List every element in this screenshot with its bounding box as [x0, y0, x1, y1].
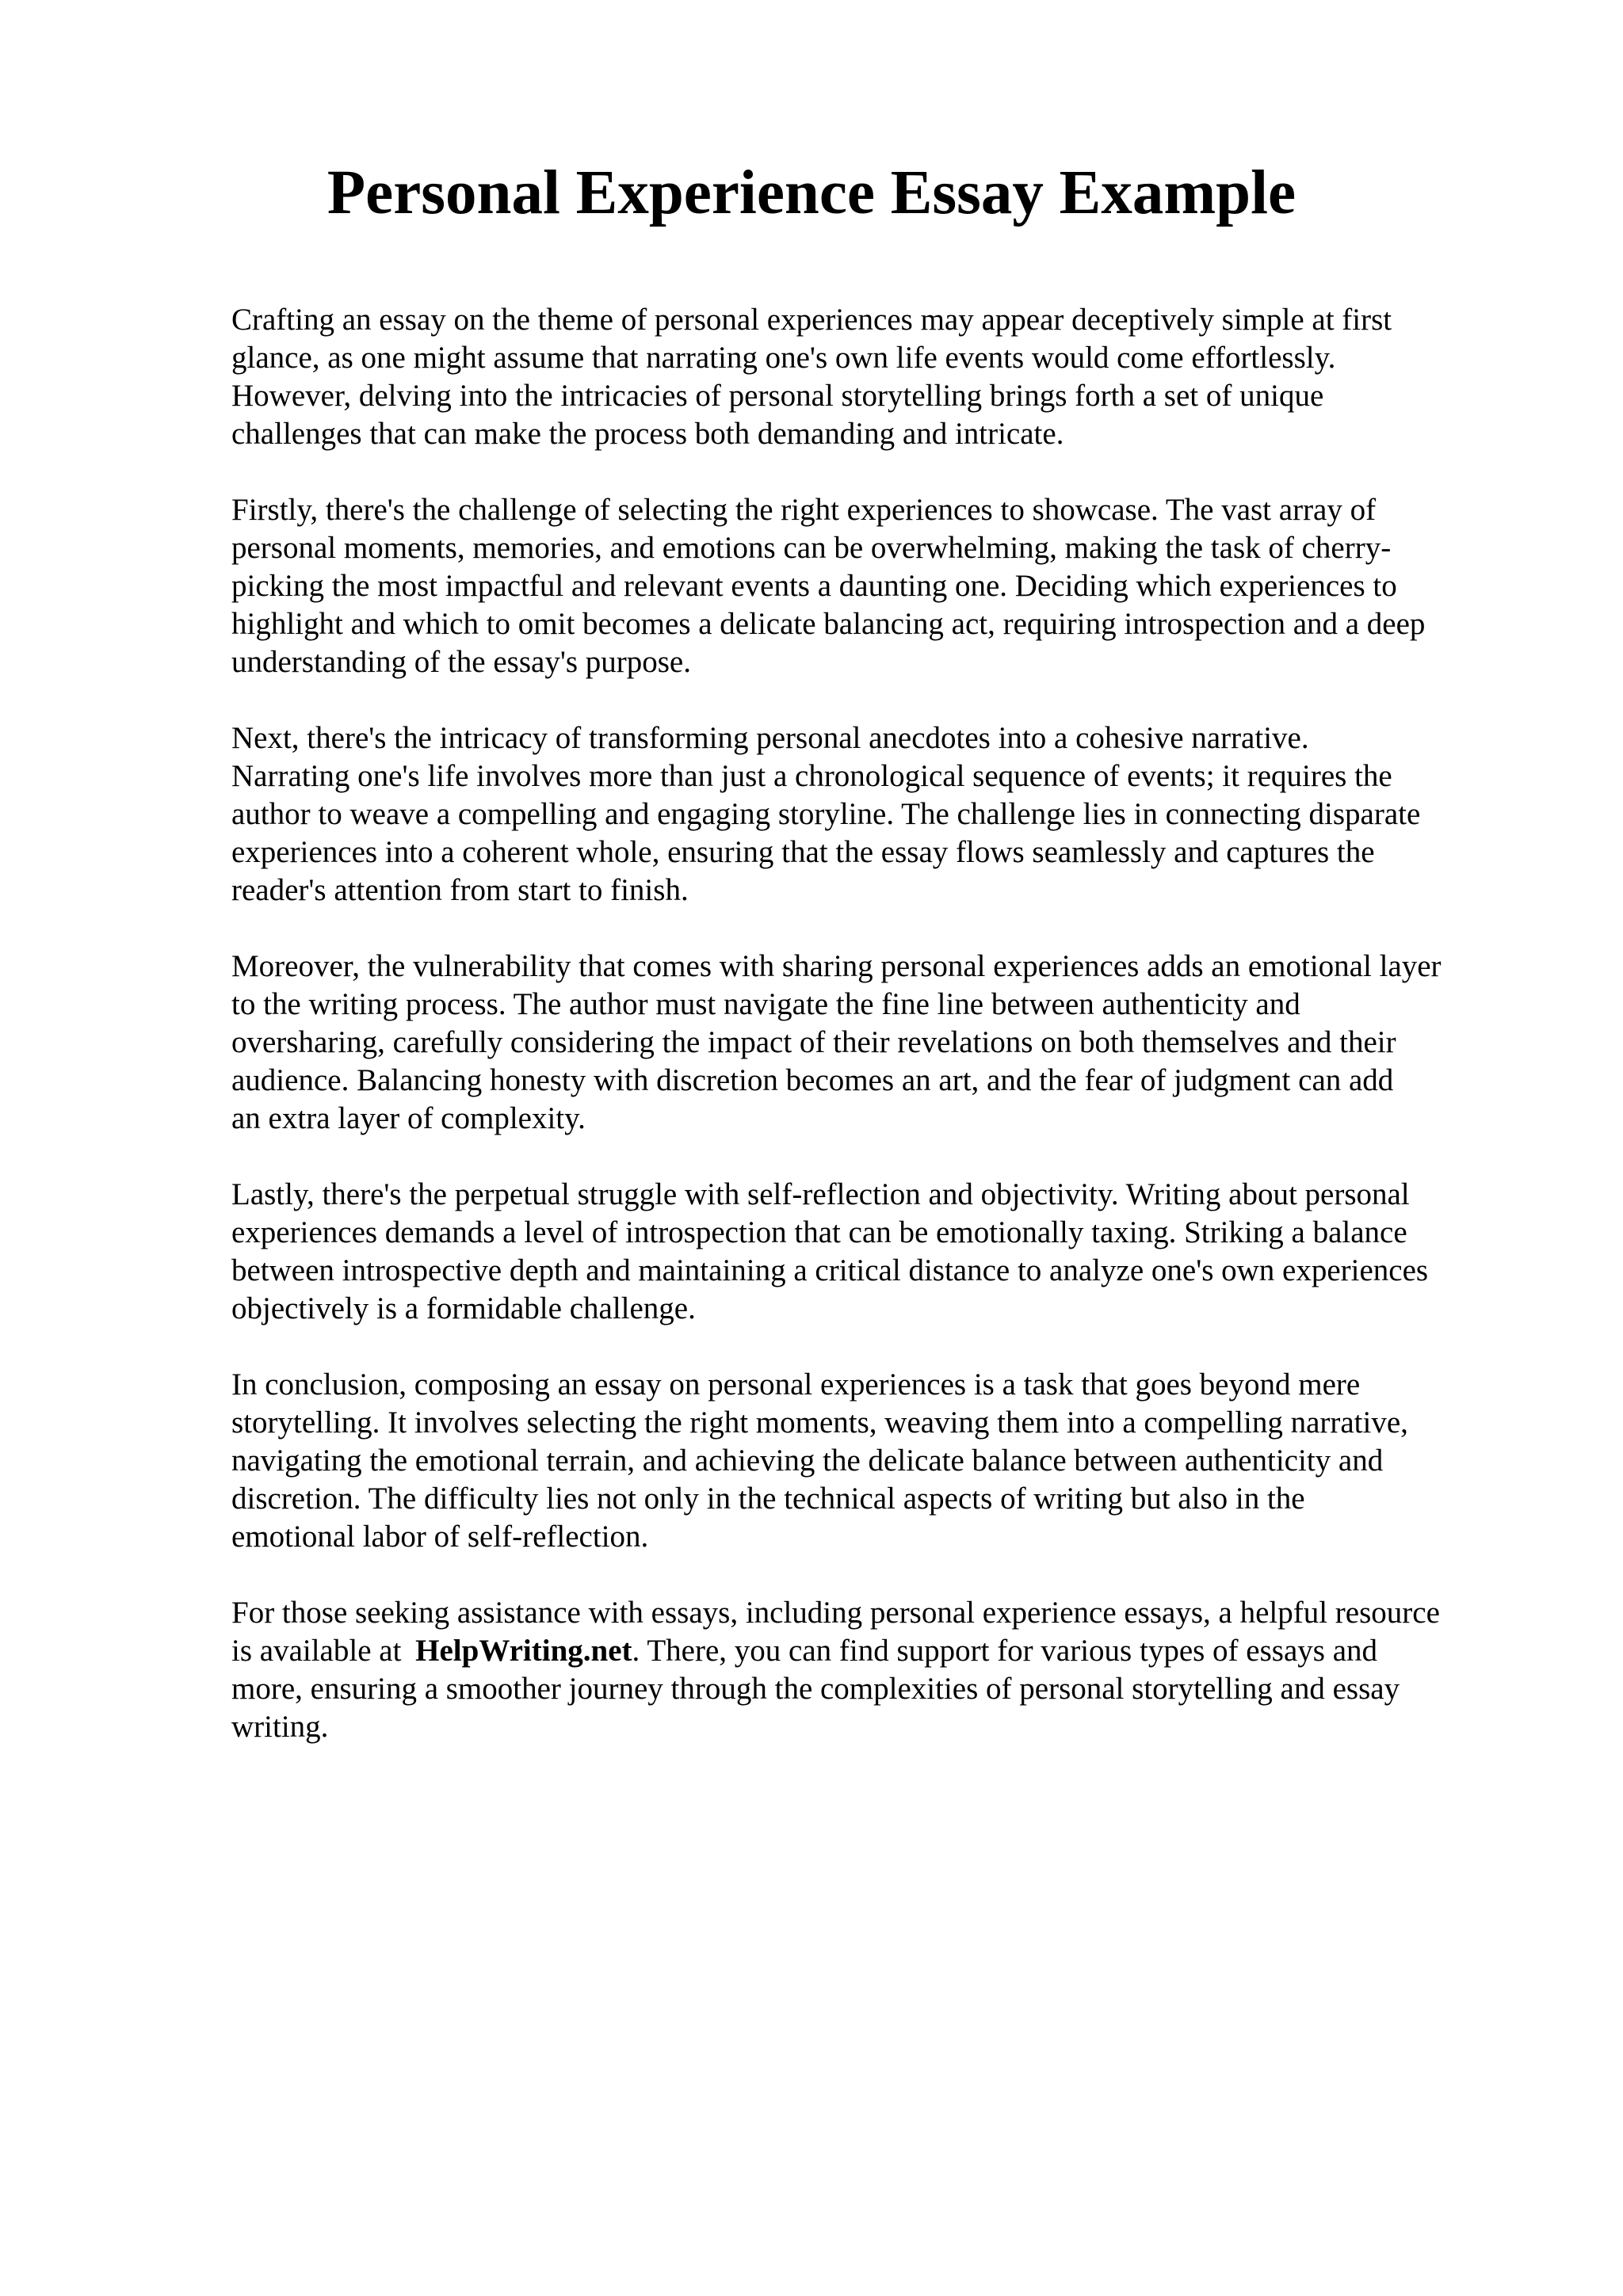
paragraph-line: glance, as one might assume that narrating one's own life events would come effortlessly. [231, 341, 1336, 375]
paragraph-line: to the writing process. The author must navigate the fine line between authenticity and [231, 987, 1300, 1021]
paragraph-line: audience. Balancing honesty with discretion becomes an art, and the fear of judgment can add [231, 1063, 1394, 1097]
paragraph-line: emotional labor of self-reflection. [231, 1520, 649, 1554]
paragraph-line: For those seeking assistance with essays, including personal experience essays, a helpful resource [231, 1596, 1440, 1630]
closing-text-after-link: . There, you can find support for various types of essays and [632, 1634, 1378, 1668]
paragraph-line: understanding of the essay's purpose. [231, 645, 691, 679]
paragraph-line: experiences into a coherent whole, ensuring that the essay flows seamlessly and captures the [231, 835, 1375, 869]
paragraph-line: storytelling. It involves selecting the right moments, weaving them into a compelling narrative, [231, 1405, 1408, 1440]
paragraph-line: experiences demands a level of introspection that can be emotionally taxing. Striking a balance [231, 1215, 1407, 1249]
paragraph-line: between introspective depth and maintaining a critical distance to analyze one's own experiences [231, 1253, 1429, 1287]
paragraph-line: objectively is a formidable challenge. [231, 1291, 696, 1325]
paragraph-line: Moreover, the vulnerability that comes with sharing personal experiences adds an emotional layer [231, 949, 1442, 983]
helpwriting-link[interactable]: HelpWriting.net [415, 1634, 632, 1668]
paragraph-line: Next, there's the intricacy of transforming personal anecdotes into a cohesive narrative. [231, 721, 1309, 755]
paragraph-line: Lastly, there's the perpetual struggle with self-reflection and objectivity. Writing about personal [231, 1177, 1410, 1211]
closing-text-before-link: is available at [231, 1634, 410, 1668]
paragraph-line: oversharing, carefully considering the impact of their revelations on both themselves and their [231, 1025, 1396, 1059]
paragraph-line: reader's attention from start to finish. [231, 873, 689, 907]
paragraph-line: discretion. The difficulty lies not only in the technical aspects of writing but also in the [231, 1482, 1305, 1516]
paragraph-line: author to weave a compelling and engaging storyline. The challenge lies in connecting disparate [231, 797, 1421, 831]
document-title: Personal Experience Essay Example [327, 158, 1296, 227]
paragraph-line: Crafting an essay on the theme of personal experiences may appear deceptively simple at first [231, 303, 1392, 337]
paragraph-line: Narrating one's life involves more than just a chronological sequence of events; it requires the [231, 759, 1392, 793]
paragraph-line: picking the most impactful and relevant events a daunting one. Deciding which experiences to [231, 569, 1397, 603]
paragraph-line: personal moments, memories, and emotions can be overwhelming, making the task of cherry- [231, 531, 1392, 565]
paragraph-line: more, ensuring a smoother journey through the complexities of personal storytelling and essay [231, 1672, 1400, 1706]
paragraph-line: navigating the emotional terrain, and achieving the delicate balance between authenticity and [231, 1444, 1384, 1478]
paragraph-line: highlight and which to omit becomes a delicate balancing act, requiring introspection and a deep [231, 607, 1426, 641]
paragraph-line: However, delving into the intricacies of personal storytelling brings forth a set of unique [231, 379, 1324, 413]
paragraph-line: an extra layer of complexity. [231, 1101, 586, 1135]
paragraph-line: In conclusion, composing an essay on personal experiences is a task that goes beyond mere [231, 1367, 1361, 1402]
paragraph-line: challenges that can make the process both demanding and intricate. [231, 417, 1064, 451]
paragraph-line: writing. [231, 1710, 329, 1744]
paragraph-line: Firstly, there's the challenge of selecting the right experiences to showcase. The vast array of [231, 493, 1377, 527]
paragraph-line [231, 1632, 1377, 1670]
